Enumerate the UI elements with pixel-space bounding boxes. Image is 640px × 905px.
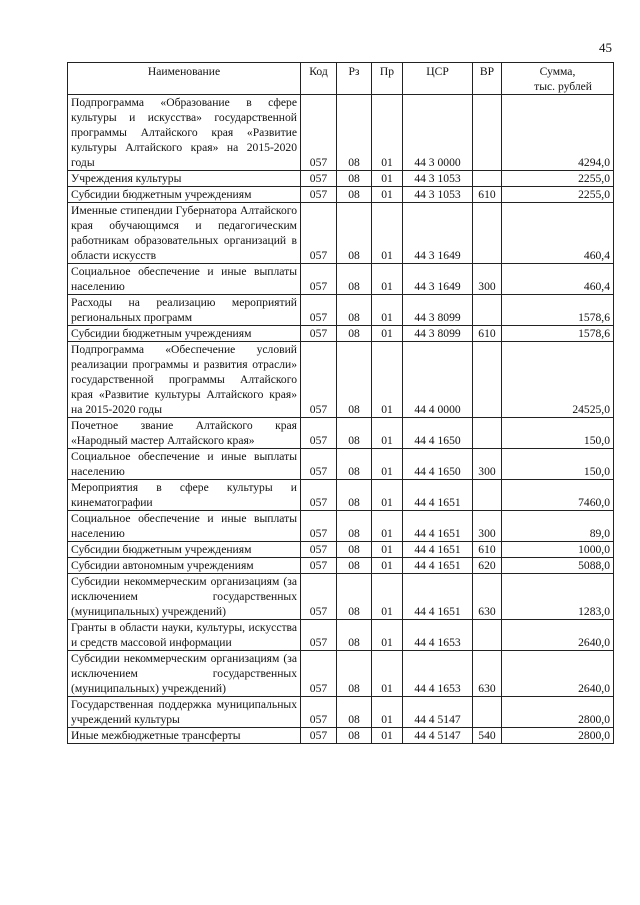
column-header-csr: ЦСР [403, 63, 473, 95]
cell-pr: 01 [372, 574, 403, 620]
cell-sum: 1578,6 [502, 326, 614, 342]
column-header-vr: ВР [473, 63, 502, 95]
cell-rz: 08 [337, 574, 372, 620]
cell-kod: 057 [301, 542, 337, 558]
cell-csr: 44 4 5147 [403, 728, 473, 744]
cell-rz: 08 [337, 418, 372, 449]
cell-rz: 08 [337, 342, 372, 418]
cell-pr: 01 [372, 542, 403, 558]
cell-sum: 460,4 [502, 264, 614, 295]
cell-rz: 08 [337, 449, 372, 480]
cell-csr: 44 4 5147 [403, 697, 473, 728]
cell-vr [473, 295, 502, 326]
cell-name: Социальное обеспечение и иные выплаты населению [68, 449, 301, 480]
cell-name: Почетное звание Алтайского края «Народный мастер Алтайского края» [68, 418, 301, 449]
cell-pr: 01 [372, 449, 403, 480]
table-row [68, 171, 614, 187]
cell-rz: 08 [337, 326, 372, 342]
cell-name: Иные межбюджетные трансферты [68, 728, 301, 744]
cell-kod: 057 [301, 558, 337, 574]
cell-pr: 01 [372, 95, 403, 171]
column-header-kod: Код [301, 63, 337, 95]
cell-csr: 44 4 1653 [403, 620, 473, 651]
cell-csr: 44 3 1053 [403, 187, 473, 203]
table-row [68, 326, 614, 342]
cell-rz: 08 [337, 264, 372, 295]
table-row [68, 558, 614, 574]
table-row [68, 620, 614, 651]
cell-name: Субсидии бюджетным учреждениям [68, 542, 301, 558]
cell-vr: 610 [473, 326, 502, 342]
cell-sum: 1000,0 [502, 542, 614, 558]
cell-kod: 057 [301, 574, 337, 620]
cell-kod: 057 [301, 95, 337, 171]
cell-vr: 300 [473, 264, 502, 295]
cell-kod: 057 [301, 264, 337, 295]
cell-vr: 540 [473, 728, 502, 744]
cell-pr: 01 [372, 203, 403, 264]
cell-rz: 08 [337, 697, 372, 728]
cell-name: Подпрограмма «Обеспечение условий реализации программы и развития отрасли» государственной программы Алтайского края «Развитие культуры Алтайского края» на 2015-2020 годы [68, 342, 301, 418]
cell-pr: 01 [372, 418, 403, 449]
cell-sum: 2255,0 [502, 187, 614, 203]
table-row [68, 203, 614, 264]
cell-name: Именные стипендии Губернатора Алтайского края обучающимся и педагогическим работникам образовательных организаций в области искусств [68, 203, 301, 264]
cell-sum: 2640,0 [502, 651, 614, 697]
cell-sum: 5088,0 [502, 558, 614, 574]
cell-pr: 01 [372, 264, 403, 295]
page-number: 45 [599, 40, 612, 55]
cell-sum: 460,4 [502, 203, 614, 264]
cell-vr: 620 [473, 558, 502, 574]
cell-vr [473, 95, 502, 171]
cell-sum: 2800,0 [502, 697, 614, 728]
cell-rz: 08 [337, 171, 372, 187]
table-row [68, 295, 614, 326]
cell-pr: 01 [372, 558, 403, 574]
cell-vr: 630 [473, 651, 502, 697]
table-body [68, 95, 614, 744]
cell-sum: 4294,0 [502, 95, 614, 171]
cell-kod: 057 [301, 651, 337, 697]
column-header-name: Наименование [68, 63, 301, 95]
cell-rz: 08 [337, 295, 372, 326]
table-row [68, 728, 614, 744]
cell-kod: 057 [301, 295, 337, 326]
cell-rz: 08 [337, 187, 372, 203]
cell-pr: 01 [372, 697, 403, 728]
cell-kod: 057 [301, 342, 337, 418]
cell-name: Расходы на реализацию мероприятий региональных программ [68, 295, 301, 326]
cell-pr: 01 [372, 171, 403, 187]
cell-vr [473, 697, 502, 728]
cell-name: Мероприятия в сфере культуры и кинематографии [68, 480, 301, 511]
column-header-sum [502, 63, 614, 95]
cell-vr [473, 480, 502, 511]
cell-pr: 01 [372, 295, 403, 326]
cell-pr: 01 [372, 728, 403, 744]
cell-sum: 2255,0 [502, 171, 614, 187]
cell-name: Государственная поддержка муниципальных учреждений культуры [68, 697, 301, 728]
table-row [68, 697, 614, 728]
cell-kod: 057 [301, 728, 337, 744]
cell-name: Гранты в области науки, культуры, искусства и средств массовой информации [68, 620, 301, 651]
cell-vr [473, 342, 502, 418]
cell-rz: 08 [337, 651, 372, 697]
cell-vr: 300 [473, 511, 502, 542]
cell-rz: 08 [337, 728, 372, 744]
cell-pr: 01 [372, 651, 403, 697]
cell-vr: 300 [473, 449, 502, 480]
cell-vr [473, 620, 502, 651]
table-row [68, 542, 614, 558]
cell-kod: 057 [301, 203, 337, 264]
cell-csr: 44 4 0000 [403, 342, 473, 418]
cell-kod: 057 [301, 697, 337, 728]
cell-rz: 08 [337, 511, 372, 542]
column-header-sum-line2: тыс. рублей [534, 80, 592, 93]
cell-pr: 01 [372, 480, 403, 511]
cell-sum: 150,0 [502, 418, 614, 449]
cell-csr: 44 3 1053 [403, 171, 473, 187]
cell-kod: 057 [301, 480, 337, 511]
table-header-row [68, 63, 614, 95]
cell-sum: 1283,0 [502, 574, 614, 620]
cell-sum: 7460,0 [502, 480, 614, 511]
cell-kod: 057 [301, 326, 337, 342]
column-header-sum-line1: Сумма, [539, 65, 576, 78]
table-row [68, 264, 614, 295]
cell-kod: 057 [301, 418, 337, 449]
cell-vr [473, 418, 502, 449]
table-row [68, 95, 614, 171]
cell-sum: 2800,0 [502, 728, 614, 744]
cell-csr: 44 4 1651 [403, 558, 473, 574]
cell-csr: 44 4 1650 [403, 418, 473, 449]
cell-name: Субсидии автономным учреждениям [68, 558, 301, 574]
cell-rz: 08 [337, 542, 372, 558]
cell-rz: 08 [337, 620, 372, 651]
cell-vr [473, 203, 502, 264]
table-row [68, 418, 614, 449]
cell-csr: 44 4 1653 [403, 651, 473, 697]
cell-csr: 44 3 8099 [403, 326, 473, 342]
cell-name: Субсидии некоммерческим организациям (за исключением государственных (муниципальных) учреждений) [68, 574, 301, 620]
cell-sum: 24525,0 [502, 342, 614, 418]
table-row [68, 449, 614, 480]
cell-pr: 01 [372, 620, 403, 651]
cell-csr: 44 4 1651 [403, 480, 473, 511]
column-header-pr: Пр [372, 63, 403, 95]
table-row [68, 480, 614, 511]
cell-pr: 01 [372, 187, 403, 203]
cell-csr: 44 4 1651 [403, 542, 473, 558]
table-row [68, 342, 614, 418]
cell-name: Подпрограмма «Образование в сфере культуры и искусства» государственной программы Алтайского края «Развитие культуры Алтайского края» на 2015-2020 годы [68, 95, 301, 171]
cell-name: Учреждения культуры [68, 171, 301, 187]
cell-name: Социальное обеспечение и иные выплаты населению [68, 264, 301, 295]
cell-vr: 610 [473, 187, 502, 203]
cell-rz: 08 [337, 203, 372, 264]
cell-kod: 057 [301, 511, 337, 542]
cell-name: Социальное обеспечение и иные выплаты населению [68, 511, 301, 542]
cell-csr: 44 3 1649 [403, 264, 473, 295]
cell-vr: 610 [473, 542, 502, 558]
cell-csr: 44 4 1651 [403, 574, 473, 620]
cell-csr: 44 3 1649 [403, 203, 473, 264]
cell-pr: 01 [372, 342, 403, 418]
table-row [68, 187, 614, 203]
cell-sum: 1578,6 [502, 295, 614, 326]
cell-csr: 44 4 1651 [403, 511, 473, 542]
cell-csr: 44 3 8099 [403, 295, 473, 326]
cell-rz: 08 [337, 480, 372, 511]
cell-vr: 630 [473, 574, 502, 620]
cell-csr: 44 3 0000 [403, 95, 473, 171]
cell-pr: 01 [372, 511, 403, 542]
cell-sum: 89,0 [502, 511, 614, 542]
cell-vr [473, 171, 502, 187]
cell-kod: 057 [301, 187, 337, 203]
cell-sum: 2640,0 [502, 620, 614, 651]
column-header-rz: Рз [337, 63, 372, 95]
table-row [68, 574, 614, 620]
budget-table [67, 62, 614, 744]
cell-name: Субсидии бюджетным учреждениям [68, 326, 301, 342]
cell-name: Субсидии бюджетным учреждениям [68, 187, 301, 203]
cell-csr: 44 4 1650 [403, 449, 473, 480]
table-row [68, 651, 614, 697]
cell-kod: 057 [301, 171, 337, 187]
cell-kod: 057 [301, 449, 337, 480]
cell-rz: 08 [337, 95, 372, 171]
cell-pr: 01 [372, 326, 403, 342]
cell-kod: 057 [301, 620, 337, 651]
cell-sum: 150,0 [502, 449, 614, 480]
cell-name: Субсидии некоммерческим организациям (за исключением государственных (муниципальных) учреждений) [68, 651, 301, 697]
table-row [68, 511, 614, 542]
cell-rz: 08 [337, 558, 372, 574]
